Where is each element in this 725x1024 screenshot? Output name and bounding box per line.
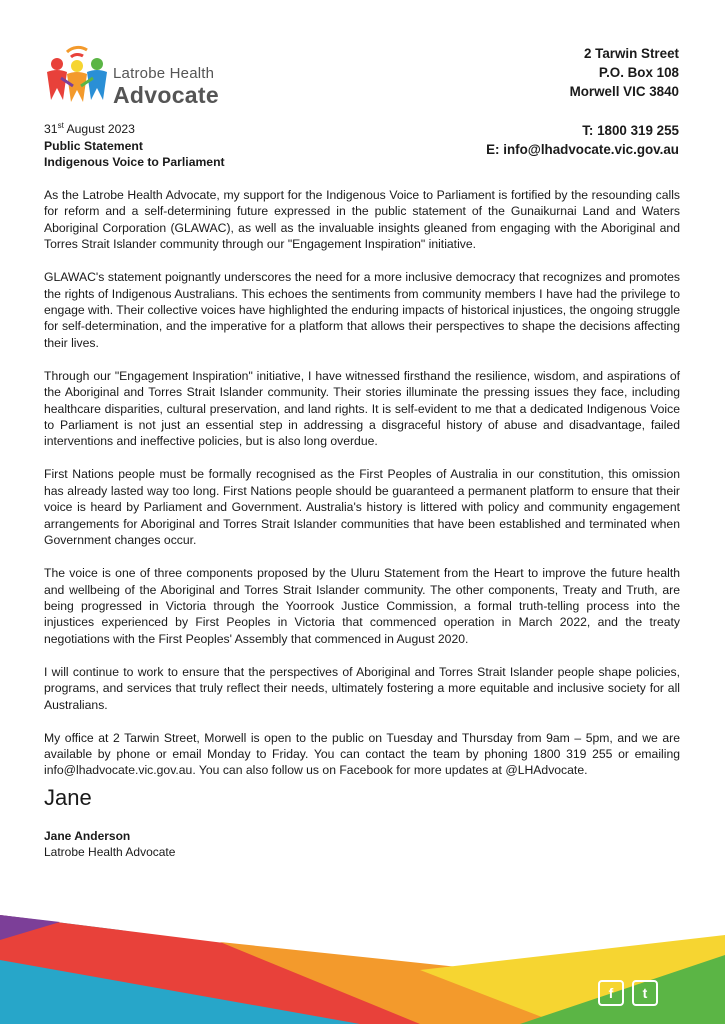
signatory-title: Latrobe Health Advocate xyxy=(44,844,176,859)
contact-block xyxy=(486,121,679,159)
address-block xyxy=(570,44,679,101)
paragraph: Through our "Engagement Inspiration" initiative, I have witnessed firsthand the resilience, wisdom, and aspirations of the Aboriginal and Torres Strait Islander community. Their stories illuminate the pressing issues they face, including healthcare disparities, cultural preservation, and land rights. It is self-evident to me that a dedicated Indigenous Voice to Parliament is not just an essential step in addressing a disgraceful history of abuse and disadvantage, failed interventions and ineffective policies, but is also long overdue. xyxy=(44,368,680,449)
logo-line2: Advocate xyxy=(113,82,219,108)
letter-meta xyxy=(44,121,225,171)
twitter-icon[interactable]: t xyxy=(632,980,658,1006)
signature-block xyxy=(44,829,175,860)
date-month-year: August 2023 xyxy=(63,122,135,136)
signatory-name: Jane Anderson xyxy=(44,829,131,843)
date-day: 31 xyxy=(44,122,58,136)
facebook-icon[interactable]: f xyxy=(598,980,624,1006)
paragraph: The voice is one of three components proposed by the Uluru Statement from the Heart to improve the future health and wellbeing of the Aboriginal and Torres Strait Islander community. The other components, Treaty and Truth, are being progressed in Victoria through the Yoorrook Justice Commission, a formal truth-telling process into the injustices experienced by First Peoples in Victoria that commenced operation in March 2022, and the treaty negotiations with the First Peoples' Assembly that commenced in August 2020. xyxy=(44,566,680,646)
paragraph: As the Latrobe Health Advocate, my support for the Indigenous Voice to Parliament is fortified by the resounding calls for reform and a self-determining future expressed in the public statement of the Gunaikurnai Land and Waters Aboriginal Corporation (GLAWAC), as well as the invaluable insights gleaned from engaging with the Aboriginal and Torres Strait Islander community through our "Engagement Inspiration" initiative. xyxy=(44,188,680,252)
contact-phone: T: 1800 319 255 xyxy=(582,123,679,138)
paragraph: I will continue to work to ensure that the perspectives of Aboriginal and Torres Strait Islander people shape policies, programs, and services that truly reflect their needs, ultimately fostering a more equitable and inclusive society for all Australians. xyxy=(44,664,680,712)
paragraph: First Nations people must be formally recognised as the First Peoples of Australia in our constitution, this omission has already lasted way too long. First Nations people should be guaranteed a permanent platform to ensure that their voice is heard by Parliament and Government. Australia's history is littered with policy and community engagement arrangements for Aboriginal and Torres Strait Islander communities that have been established and terminated when Government changes occur. xyxy=(44,467,680,548)
date-suffix: st xyxy=(57,121,64,130)
signature-script: Jane xyxy=(44,785,92,810)
logo-figures-icon xyxy=(43,42,111,108)
address-city: Morwell VIC 3840 xyxy=(569,84,679,99)
letter-body xyxy=(44,187,680,795)
logo-line1: Latrobe Health xyxy=(113,65,215,82)
address-po-box: P.O. Box 108 xyxy=(598,65,679,80)
paragraph: My office at 2 Tarwin Street, Morwell is open to the public on Tuesday and Thursday from 9am – 5pm, and we are available by phone or email Monday to Friday. You can contact the team by phoning 1800 319 255 or emailing info@lhadvocate.vic.gov.au. You can also follow us on Facebook for more updates at @LHAdvocate. xyxy=(44,730,680,778)
contact-email: E: info@lhadvocate.vic.gov.au xyxy=(486,142,679,157)
logo xyxy=(43,42,243,112)
doc-subject: Indigenous Voice to Parliament xyxy=(44,155,225,169)
paragraph: GLAWAC's statement poignantly underscores the need for a more inclusive democracy that recognizes and promotes the rights of Indigenous Australians. This echoes the sentiments from community members I have had the privilege to engage with. Their collective voices have highlighted the enduring impacts of historical injustices, the ongoing struggle for self-determination, and the imperative for a platform that allows their perspectives to shape the decisions affecting their lives. xyxy=(44,270,680,350)
letter-date xyxy=(44,121,225,138)
doc-type: Public Statement xyxy=(44,138,143,153)
address-street: 2 Tarwin Street xyxy=(583,46,679,61)
